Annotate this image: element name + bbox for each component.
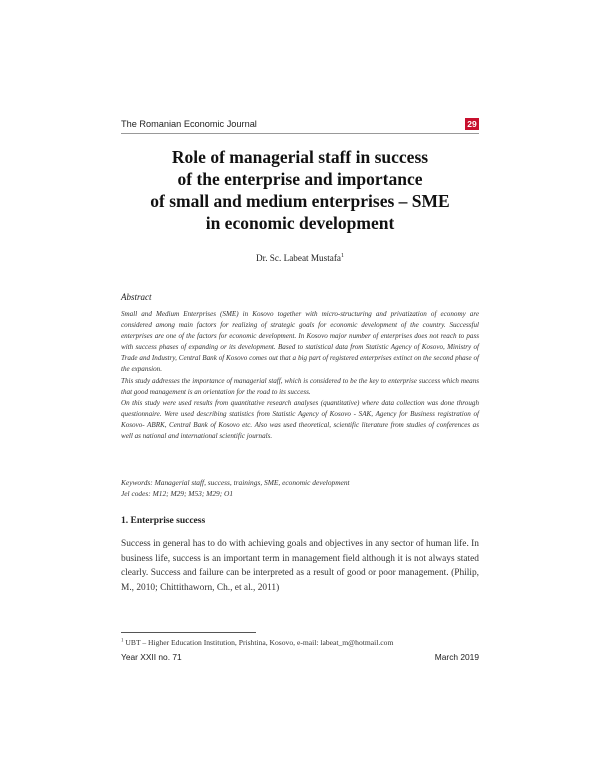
abstract-body bbox=[121, 309, 479, 442]
abstract-paragraph: Small and Medium Enterprises (SME) in Kosovo together with micro-structuring and privatization of economy are considered among main factors for realizing of strategic goals for economic development of the country. Successful enterprises are one of the factors for economic development. In Kosovo major number of enterprises does not reach to pass with success phases of expanding or its development. Based to statistical data from Statistic Agency of Kosovo, Ministry of Trade and Industry, Central Bank of Kosovo comes out that a big part of registered enterprises extinct on the second phase of the expansion. bbox=[121, 310, 479, 374]
author-line bbox=[110, 253, 490, 263]
abstract-paragraph: This study addresses the importance of managerial staff, which is considered to be the key to enterprise success which means that good management is an orientation for the road to its success. bbox=[121, 376, 479, 396]
jel-codes: Jel codes: M12; M29; M53; M29; O1 bbox=[121, 489, 234, 498]
journal-title: The Romanian Economic Journal bbox=[121, 119, 257, 129]
abstract-heading: Abstract bbox=[121, 292, 152, 302]
footnote-text: UBT – Higher Education Institution, Prishtina, Kosovo, e-mail: labeat_m@hotmail.com bbox=[123, 638, 394, 647]
paper-title bbox=[110, 146, 490, 234]
author-name: Dr. Sc. Labeat Mustafa bbox=[256, 253, 341, 264]
header-divider bbox=[121, 133, 479, 134]
footnote bbox=[121, 638, 479, 647]
title-line: of small and medium enterprises – SME bbox=[150, 191, 450, 211]
keywords: Keywords: Managerial staff, success, trainings, SME, economic development bbox=[121, 478, 350, 487]
footnote-mark: 1 bbox=[121, 638, 124, 644]
keywords-block bbox=[121, 477, 479, 499]
footer-date: March 2019 bbox=[434, 652, 479, 662]
page-number-badge: 29 bbox=[465, 118, 479, 130]
title-line: Role of managerial staff in success bbox=[171, 147, 429, 167]
title-line: in economic development bbox=[205, 213, 395, 233]
footnote-divider bbox=[121, 632, 256, 633]
title-line: of the enterprise and importance bbox=[177, 169, 423, 189]
section-body: Success in general has to do with achieving goals and objectives in any sector of human life. In business life, success is an important term in management field although it is not always stated clearly. Success and failure can be interpreted as a result of good or poor management. (Philip, M., 2010; Chittithaworn, Ch., et al., 2011) bbox=[121, 539, 479, 594]
abstract-paragraph: On this study were used results from quantitative research analyses (quantitative) where data collection was done through questionnaire. Were used describing statistics from Statistic Agency of Kosovo - SAK, Agency for Business registration of Kosovo- ABRK, Central Bank of Kosovo etc. Also was used theoretical, scientific literature from studies of conferences as well as national and international scientific journals. bbox=[121, 398, 479, 441]
author-footnote-mark: 1 bbox=[340, 253, 344, 259]
footer-issue: Year XXII no. 71 bbox=[121, 652, 182, 662]
section-heading: 1. Enterprise success bbox=[121, 516, 206, 526]
